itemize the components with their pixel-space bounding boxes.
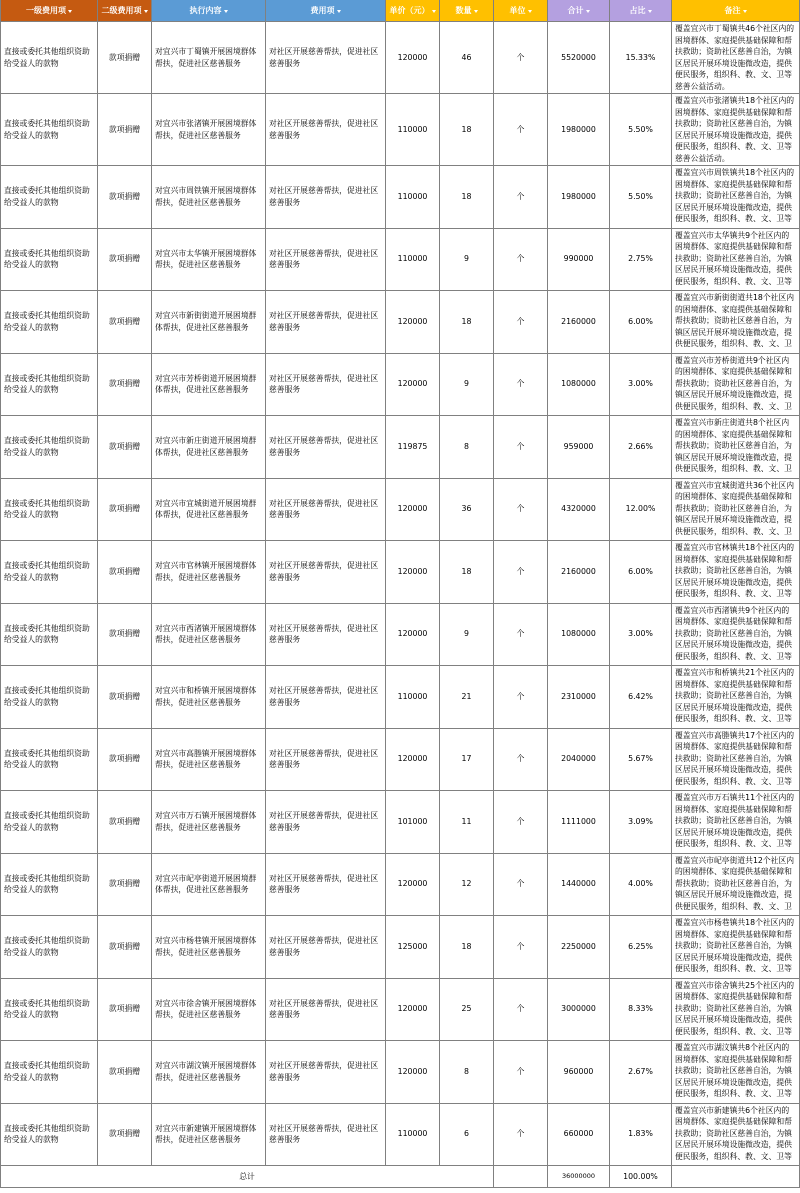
- cell-item[interactable]: 对社区开展慈善帮扶，促进社区慈善服务: [266, 94, 386, 166]
- cell-unit-price[interactable]: 110000: [386, 666, 440, 729]
- cell-quantity[interactable]: 25: [440, 979, 494, 1042]
- header-unit[interactable]: [494, 0, 548, 22]
- total-unit-cell[interactable]: [494, 1166, 548, 1188]
- cell-unit[interactable]: 个: [494, 416, 548, 479]
- cell-content[interactable]: 对宜兴市新街街道开展困境群体帮扶，促进社区慈善服务: [152, 291, 266, 354]
- table-row: [0, 1041, 800, 1104]
- cell-unit-price[interactable]: 120000: [386, 979, 440, 1042]
- cell-remark[interactable]: 覆盖宜兴市官林镇共18个社区内的困境群体、家庭提供基础保障和帮扶救助；资助社区慈善自治，为镇区居民开展环境设施微改造，提供便民服务，组织科、教、文、卫等: [672, 541, 800, 604]
- cell-quantity[interactable]: 8: [440, 416, 494, 479]
- cell-item[interactable]: 对社区开展慈善帮扶，促进社区慈善服务: [266, 354, 386, 417]
- filter-dropdown-icon[interactable]: [474, 10, 478, 13]
- header-level2[interactable]: [98, 0, 152, 22]
- cell-unit[interactable]: 个: [494, 854, 548, 917]
- cell-content[interactable]: 对宜兴市西渚镇开展困境群体帮扶，促进社区慈善服务: [152, 604, 266, 667]
- cell-total[interactable]: 1111000: [548, 791, 610, 854]
- filter-dropdown-icon[interactable]: [586, 10, 590, 13]
- header-item[interactable]: [266, 0, 386, 22]
- header-label: 备注: [724, 5, 741, 15]
- cell-level1[interactable]: 直接或委托其他组织资助给受益人的款物: [0, 291, 98, 354]
- cell-level1[interactable]: 直接或委托其他组织资助给受益人的款物: [0, 541, 98, 604]
- cell-item[interactable]: 对社区开展慈善帮扶，促进社区慈善服务: [266, 291, 386, 354]
- cell-total[interactable]: 990000: [548, 229, 610, 292]
- cell-content[interactable]: 对宜兴市官林镇开展困境群体帮扶，促进社区慈善服务: [152, 541, 266, 604]
- table-row: [0, 416, 800, 479]
- cell-share[interactable]: 15.33%: [610, 22, 672, 94]
- filter-dropdown-icon[interactable]: [224, 10, 228, 13]
- cell-unit-price[interactable]: 110000: [386, 229, 440, 292]
- cell-unit-price[interactable]: 110000: [386, 94, 440, 166]
- table-row: [0, 979, 800, 1042]
- cell-share[interactable]: 5.50%: [610, 94, 672, 166]
- header-row: [0, 0, 800, 22]
- cell-item[interactable]: 对社区开展慈善帮扶，促进社区慈善服务: [266, 416, 386, 479]
- table-row: [0, 229, 800, 292]
- cell-remark[interactable]: 覆盖宜兴市徐舍镇共25个社区内的困境群体、家庭提供基础保障和帮扶救助；资助社区慈善自治，为镇区居民开展环境设施微改造，提供便民服务，组织科、教、文、卫等: [672, 979, 800, 1042]
- total-remark-cell[interactable]: [672, 1166, 800, 1188]
- cell-total[interactable]: 959000: [548, 416, 610, 479]
- cell-quantity[interactable]: 8: [440, 1041, 494, 1104]
- cell-content[interactable]: 对宜兴市周铁镇开展困境群体帮扶，促进社区慈善服务: [152, 166, 266, 229]
- filter-dropdown-icon[interactable]: [528, 10, 532, 13]
- cell-share[interactable]: 3.09%: [610, 791, 672, 854]
- cell-share[interactable]: 1.83%: [610, 1104, 672, 1167]
- cell-remark[interactable]: 覆盖宜兴市和桥镇共21个社区内的困境群体、家庭提供基础保障和帮扶救助；资助社区慈善自治，为镇区居民开展环境设施微改造，提供便民服务，组织科、教、文、卫等: [672, 666, 800, 729]
- cell-total[interactable]: 2040000: [548, 729, 610, 792]
- cell-quantity[interactable]: 18: [440, 94, 494, 166]
- cell-level1[interactable]: 直接或委托其他组织资助给受益人的款物: [0, 94, 98, 166]
- cell-level1[interactable]: 直接或委托其他组织资助给受益人的款物: [0, 22, 98, 94]
- cell-unit[interactable]: 个: [494, 166, 548, 229]
- cell-total[interactable]: 1080000: [548, 354, 610, 417]
- cell-level2[interactable]: 款项捐赠: [98, 94, 152, 166]
- cell-item[interactable]: 对社区开展慈善帮扶，促进社区慈善服务: [266, 1104, 386, 1167]
- header-label: 一级费用项: [26, 5, 66, 15]
- cell-item[interactable]: 对社区开展慈善帮扶，促进社区慈善服务: [266, 541, 386, 604]
- total-row: [0, 1166, 800, 1188]
- cell-item[interactable]: 对社区开展慈善帮扶，促进社区慈善服务: [266, 791, 386, 854]
- cell-unit[interactable]: 个: [494, 666, 548, 729]
- cell-unit[interactable]: 个: [494, 1041, 548, 1104]
- cell-level2[interactable]: 款项捐赠: [98, 854, 152, 917]
- table-row: [0, 291, 800, 354]
- cell-total[interactable]: 2250000: [548, 916, 610, 979]
- cell-remark[interactable]: 覆盖宜兴市新街街道共18个社区内的困境群体、家庭提供基础保障和帮扶救助；资助社区慈善自治，为镇区居民开展环境设施微改造，提供便民服务，组织科、教、文、卫: [672, 291, 800, 354]
- cell-remark[interactable]: 覆盖宜兴市新庄街道共8个社区内的困境群体、家庭提供基础保障和帮扶救助；资助社区慈善自治，为镇区居民开展环境设施微改造，提供便民服务，组织科、教、文、卫: [672, 416, 800, 479]
- table-row: [0, 916, 800, 979]
- header-label: 单位: [509, 5, 526, 15]
- cell-level2[interactable]: 款项捐赠: [98, 22, 152, 94]
- cell-item[interactable]: 对社区开展慈善帮扶，促进社区慈善服务: [266, 604, 386, 667]
- table-row: [0, 354, 800, 417]
- cell-item[interactable]: 对社区开展慈善帮扶，促进社区慈善服务: [266, 729, 386, 792]
- table-row: [0, 604, 800, 667]
- cell-total[interactable]: 4320000: [548, 479, 610, 542]
- cell-level1[interactable]: 直接或委托其他组织资助给受益人的款物: [0, 916, 98, 979]
- cell-level1[interactable]: 直接或委托其他组织资助给受益人的款物: [0, 416, 98, 479]
- cell-level1[interactable]: 直接或委托其他组织资助给受益人的款物: [0, 729, 98, 792]
- cell-content[interactable]: 对宜兴市张渚镇开展困境群体帮扶，促进社区慈善服务: [152, 94, 266, 166]
- cell-unit-price[interactable]: 120000: [386, 541, 440, 604]
- cell-level2[interactable]: 款项捐赠: [98, 916, 152, 979]
- cell-level1[interactable]: 直接或委托其他组织资助给受益人的款物: [0, 791, 98, 854]
- cell-item[interactable]: 对社区开展慈善帮扶，促进社区慈善服务: [266, 229, 386, 292]
- header-label: 数量: [455, 5, 472, 15]
- cell-quantity[interactable]: 18: [440, 541, 494, 604]
- header-label: 单价（元）: [389, 5, 430, 15]
- cell-level1[interactable]: 直接或委托其他组织资助给受益人的款物: [0, 979, 98, 1042]
- cell-level1[interactable]: 直接或委托其他组织资助给受益人的款物: [0, 854, 98, 917]
- cell-quantity[interactable]: 18: [440, 166, 494, 229]
- cell-quantity[interactable]: 18: [440, 916, 494, 979]
- table-row: [0, 729, 800, 792]
- header-label: 合计: [567, 5, 584, 15]
- cell-quantity[interactable]: 6: [440, 1104, 494, 1167]
- header-label: 占比: [629, 5, 646, 15]
- cell-share[interactable]: 5.50%: [610, 166, 672, 229]
- cell-level2[interactable]: 款项捐赠: [98, 1041, 152, 1104]
- cell-item[interactable]: 对社区开展慈善帮扶，促进社区慈善服务: [266, 1041, 386, 1104]
- cell-level1[interactable]: 直接或委托其他组织资助给受益人的款物: [0, 666, 98, 729]
- table-row: [0, 94, 800, 166]
- cell-quantity[interactable]: 17: [440, 729, 494, 792]
- filter-dropdown-icon[interactable]: [144, 10, 148, 13]
- cell-unit-price[interactable]: 120000: [386, 479, 440, 542]
- cell-level2[interactable]: 款项捐赠: [98, 354, 152, 417]
- cell-share[interactable]: 2.67%: [610, 1041, 672, 1104]
- cell-remark[interactable]: 覆盖宜兴市丁蜀镇共46个社区内的困境群体、家庭提供基础保障和帮扶救助；资助社区慈善自治，为镇区居民开展环境设施微改造，提供便民服务，组织科、教、文、卫等慈善公益活动。: [672, 22, 800, 94]
- header-content[interactable]: [152, 0, 266, 22]
- cell-remark[interactable]: 覆盖宜兴市西渚镇共9个社区内的困境群体、家庭提供基础保障和帮扶救助；资助社区慈善自治，为镇区居民开展环境设施微改造，提供便民服务，组织科、教、文、卫等: [672, 604, 800, 667]
- table-row: [0, 791, 800, 854]
- cell-unit[interactable]: 个: [494, 479, 548, 542]
- cell-unit-price[interactable]: 101000: [386, 791, 440, 854]
- cell-remark[interactable]: 覆盖宜兴市张渚镇共18个社区内的困境群体、家庭提供基础保障和帮扶救助；资助社区慈善自治，为镇区居民开展环境设施微改造，提供便民服务，组织科、教、文、卫等慈善公益活动。: [672, 94, 800, 166]
- cell-share[interactable]: 2.75%: [610, 229, 672, 292]
- cell-total[interactable]: 2310000: [548, 666, 610, 729]
- cell-level1[interactable]: 直接或委托其他组织资助给受益人的款物: [0, 1041, 98, 1104]
- cell-unit[interactable]: 个: [494, 291, 548, 354]
- table-row: [0, 541, 800, 604]
- table-row: [0, 854, 800, 917]
- cell-level2[interactable]: 款项捐赠: [98, 604, 152, 667]
- cell-total[interactable]: 1980000: [548, 166, 610, 229]
- cell-content[interactable]: 对宜兴市和桥镇开展困境群体帮扶，促进社区慈善服务: [152, 666, 266, 729]
- cell-quantity[interactable]: 12: [440, 854, 494, 917]
- cell-share[interactable]: 4.00%: [610, 854, 672, 917]
- cell-level2[interactable]: 款项捐赠: [98, 416, 152, 479]
- cell-item[interactable]: 对社区开展慈善帮扶，促进社区慈善服务: [266, 916, 386, 979]
- filter-dropdown-icon[interactable]: [68, 10, 72, 13]
- cell-quantity[interactable]: 9: [440, 229, 494, 292]
- cell-content[interactable]: 对宜兴市高塍镇开展困境群体帮扶，促进社区慈善服务: [152, 729, 266, 792]
- cell-unit-price[interactable]: 120000: [386, 729, 440, 792]
- cell-content[interactable]: 对宜兴市新建镇开展困境群体帮扶，促进社区慈善服务: [152, 1104, 266, 1167]
- table-row: [0, 666, 800, 729]
- cell-share[interactable]: 6.25%: [610, 916, 672, 979]
- cell-remark[interactable]: 覆盖宜兴市周铁镇共18个社区内的困境群体、家庭提供基础保障和帮扶救助；资助社区慈善自治，为镇区居民开展环境设施微改造，提供便民服务，组织科、教、文、卫等: [672, 166, 800, 229]
- header-label: 执行内容: [189, 5, 222, 15]
- header-quantity[interactable]: [440, 0, 494, 22]
- cell-remark[interactable]: 覆盖宜兴市芳桥街道共9个社区内的困境群体、家庭提供基础保障和帮扶救助；资助社区慈善自治，为镇区居民开展环境设施微改造，提供便民服务，组织科、教、文、卫: [672, 354, 800, 417]
- cell-item[interactable]: 对社区开展慈善帮扶，促进社区慈善服务: [266, 979, 386, 1042]
- cell-quantity[interactable]: 18: [440, 291, 494, 354]
- cell-share[interactable]: 3.00%: [610, 604, 672, 667]
- cell-content[interactable]: 对宜兴市万石镇开展困境群体帮扶，促进社区慈善服务: [152, 791, 266, 854]
- cell-remark[interactable]: 覆盖宜兴市湖汶镇共8个社区内的困境群体、家庭提供基础保障和帮扶救助；资助社区慈善自治，为镇区居民开展环境设施微改造，提供便民服务，组织科、教、文、卫等: [672, 1041, 800, 1104]
- table-row: [0, 22, 800, 94]
- cell-level1[interactable]: 直接或委托其他组织资助给受益人的款物: [0, 1104, 98, 1167]
- cell-total[interactable]: 2160000: [548, 291, 610, 354]
- cell-remark[interactable]: 覆盖宜兴市万石镇共11个社区内的困境群体、家庭提供基础保障和帮扶救助；资助社区慈善自治，为镇区居民开展环境设施微改造，提供便民服务，组织科、教、文、卫等: [672, 791, 800, 854]
- header-label: 费用项: [310, 5, 335, 15]
- cell-unit[interactable]: 个: [494, 541, 548, 604]
- cell-unit-price[interactable]: 110000: [386, 166, 440, 229]
- cell-item[interactable]: 对社区开展慈善帮扶，促进社区慈善服务: [266, 854, 386, 917]
- cell-total[interactable]: 1080000: [548, 604, 610, 667]
- cell-content[interactable]: 对宜兴市新庄街道开展困境群体帮扶，促进社区慈善服务: [152, 416, 266, 479]
- cell-quantity[interactable]: 46: [440, 22, 494, 94]
- cell-quantity[interactable]: 9: [440, 354, 494, 417]
- cell-level2[interactable]: 款项捐赠: [98, 541, 152, 604]
- table-row: [0, 479, 800, 542]
- cell-level2[interactable]: 款项捐赠: [98, 1104, 152, 1167]
- cell-quantity[interactable]: 11: [440, 791, 494, 854]
- cell-unit-price[interactable]: 120000: [386, 604, 440, 667]
- cell-level2[interactable]: 款项捐赠: [98, 666, 152, 729]
- filter-dropdown-icon[interactable]: [743, 10, 747, 13]
- cell-unit-price[interactable]: 119875: [386, 416, 440, 479]
- cell-level2[interactable]: 款项捐赠: [98, 291, 152, 354]
- cell-unit-price[interactable]: 120000: [386, 291, 440, 354]
- cell-content[interactable]: 对宜兴市湖汶镇开展困境群体帮扶，促进社区慈善服务: [152, 1041, 266, 1104]
- cell-level2[interactable]: 款项捐赠: [98, 979, 152, 1042]
- cell-share[interactable]: 3.00%: [610, 354, 672, 417]
- cell-remark[interactable]: 覆盖宜兴市宜城街道共36个社区内的困境群体、家庭提供基础保障和帮扶救助；资助社区慈善自治，为镇区居民开展环境设施微改造，提供便民服务，组织科、教、文、卫: [672, 479, 800, 542]
- filter-dropdown-icon[interactable]: [337, 10, 341, 13]
- table-body: [0, 22, 800, 1166]
- cell-level2[interactable]: 款项捐赠: [98, 229, 152, 292]
- table-row: [0, 1104, 800, 1167]
- cell-level2[interactable]: 款项捐赠: [98, 729, 152, 792]
- cell-content[interactable]: 对宜兴市屺亭街道开展困境群体帮扶，促进社区慈善服务: [152, 854, 266, 917]
- cell-share[interactable]: 5.67%: [610, 729, 672, 792]
- cell-content[interactable]: 对宜兴市太华镇开展困境群体帮扶，促进社区慈善服务: [152, 229, 266, 292]
- cell-unit[interactable]: 个: [494, 22, 548, 94]
- header-label: 二级费用项: [101, 5, 142, 15]
- cell-unit-price[interactable]: 120000: [386, 854, 440, 917]
- cell-remark[interactable]: 覆盖宜兴市杨巷镇共18个社区内的困境群体、家庭提供基础保障和帮扶救助；资助社区慈善自治，为镇区居民开展环境设施微改造，提供便民服务，组织科、教、文、卫等: [672, 916, 800, 979]
- cell-item[interactable]: 对社区开展慈善帮扶，促进社区慈善服务: [266, 666, 386, 729]
- cell-unit-price[interactable]: 120000: [386, 22, 440, 94]
- filter-dropdown-icon[interactable]: [432, 10, 436, 13]
- cell-unit[interactable]: 个: [494, 94, 548, 166]
- cell-quantity[interactable]: 36: [440, 479, 494, 542]
- cell-total[interactable]: 1980000: [548, 94, 610, 166]
- cell-unit[interactable]: 个: [494, 354, 548, 417]
- total-label[interactable]: 总计: [0, 1166, 494, 1188]
- cell-quantity[interactable]: 9: [440, 604, 494, 667]
- cell-total[interactable]: 1440000: [548, 854, 610, 917]
- cell-share[interactable]: 8.33%: [610, 979, 672, 1042]
- cell-level1[interactable]: 直接或委托其他组织资助给受益人的款物: [0, 166, 98, 229]
- cell-content[interactable]: 对宜兴市杨巷镇开展困境群体帮扶，促进社区慈善服务: [152, 916, 266, 979]
- cell-level1[interactable]: 直接或委托其他组织资助给受益人的款物: [0, 229, 98, 292]
- cell-quantity[interactable]: 21: [440, 666, 494, 729]
- cell-share[interactable]: 6.42%: [610, 666, 672, 729]
- cell-level2[interactable]: 款项捐赠: [98, 166, 152, 229]
- cell-item[interactable]: 对社区开展慈善帮扶，促进社区慈善服务: [266, 479, 386, 542]
- cell-content[interactable]: 对宜兴市芳桥街道开展困境群体帮扶，促进社区慈善服务: [152, 354, 266, 417]
- cell-total[interactable]: 660000: [548, 1104, 610, 1167]
- cell-remark[interactable]: 覆盖宜兴市太华镇共9个社区内的困境群体、家庭提供基础保障和帮扶救助；资助社区慈善自治，为镇区居民开展环境设施微改造，提供便民服务，组织科、教、文、卫等: [672, 229, 800, 292]
- header-share[interactable]: [610, 0, 672, 22]
- total-share[interactable]: 100.00%: [610, 1166, 672, 1188]
- cell-share[interactable]: 12.00%: [610, 479, 672, 542]
- cell-remark[interactable]: 覆盖宜兴市高塍镇共17个社区内的困境群体、家庭提供基础保障和帮扶救助；资助社区慈善自治，为镇区居民开展环境设施微改造，提供便民服务，组织科、教、文、卫等: [672, 729, 800, 792]
- cell-total[interactable]: 5520000: [548, 22, 610, 94]
- cell-unit[interactable]: 个: [494, 229, 548, 292]
- cell-total[interactable]: 960000: [548, 1041, 610, 1104]
- cell-item[interactable]: 对社区开展慈善帮扶，促进社区慈善服务: [266, 166, 386, 229]
- cell-level2[interactable]: 款项捐赠: [98, 791, 152, 854]
- header-unit-price[interactable]: [386, 0, 440, 22]
- cell-level1[interactable]: 直接或委托其他组织资助给受益人的款物: [0, 479, 98, 542]
- header-level1[interactable]: [0, 0, 98, 22]
- table-row: [0, 166, 800, 229]
- cell-content[interactable]: 对宜兴市宜城街道开展困境群体帮扶，促进社区慈善服务: [152, 479, 266, 542]
- cell-share[interactable]: 2.66%: [610, 416, 672, 479]
- cell-unit-price[interactable]: 120000: [386, 354, 440, 417]
- cell-total[interactable]: 2160000: [548, 541, 610, 604]
- cell-unit[interactable]: 个: [494, 1104, 548, 1167]
- cell-unit-price[interactable]: 120000: [386, 1041, 440, 1104]
- filter-dropdown-icon[interactable]: [648, 10, 652, 13]
- cell-unit[interactable]: 个: [494, 979, 548, 1042]
- cell-level2[interactable]: 款项捐赠: [98, 479, 152, 542]
- cell-total[interactable]: 3000000: [548, 979, 610, 1042]
- cell-unit[interactable]: 个: [494, 791, 548, 854]
- cell-unit[interactable]: 个: [494, 604, 548, 667]
- cell-content[interactable]: 对宜兴市丁蜀镇开展困境群体帮扶，促进社区慈善服务: [152, 22, 266, 94]
- cell-share[interactable]: 6.00%: [610, 291, 672, 354]
- cell-share[interactable]: 6.00%: [610, 541, 672, 604]
- cell-item[interactable]: 对社区开展慈善帮扶，促进社区慈善服务: [266, 22, 386, 94]
- header-total[interactable]: [548, 0, 610, 22]
- cell-remark[interactable]: 覆盖宜兴市屺亭街道共12个社区内的困境群体、家庭提供基础保障和帮扶救助；资助社区慈善自治，为镇区居民开展环境设施微改造，提供便民服务，组织科、教、文、卫: [672, 854, 800, 917]
- cell-unit-price[interactable]: 110000: [386, 1104, 440, 1167]
- cell-unit-price[interactable]: 125000: [386, 916, 440, 979]
- cell-content[interactable]: 对宜兴市徐舍镇开展困境群体帮扶，促进社区慈善服务: [152, 979, 266, 1042]
- cell-unit[interactable]: 个: [494, 729, 548, 792]
- cell-unit[interactable]: 个: [494, 916, 548, 979]
- cell-level1[interactable]: 直接或委托其他组织资助给受益人的款物: [0, 354, 98, 417]
- header-remark[interactable]: [672, 0, 800, 22]
- cell-remark[interactable]: 覆盖宜兴市新建镇共6个社区内的困境群体、家庭提供基础保障和帮扶救助；资助社区慈善自治，为镇区居民开展环境设施微改造，提供便民服务，组织科、教、文、卫等: [672, 1104, 800, 1167]
- total-amount[interactable]: 36000000: [548, 1166, 610, 1188]
- cell-level1[interactable]: 直接或委托其他组织资助给受益人的款物: [0, 604, 98, 667]
